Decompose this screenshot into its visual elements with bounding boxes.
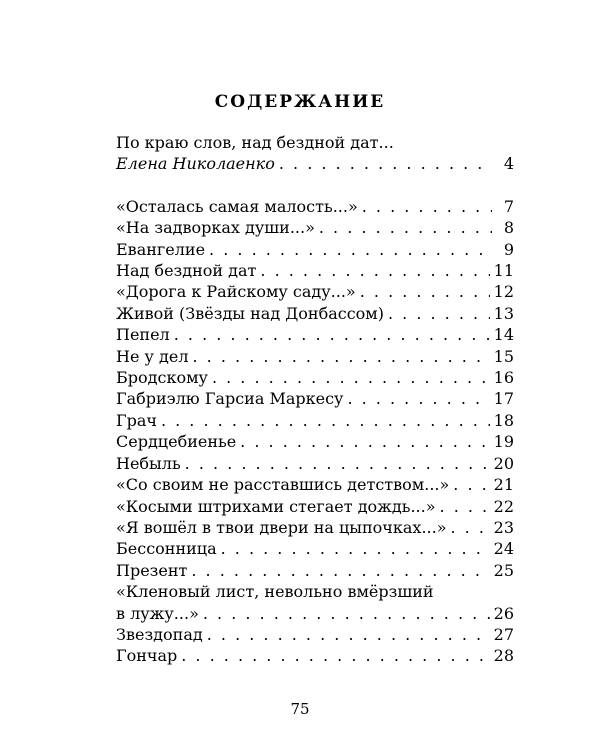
entry-page: 23 xyxy=(493,517,514,537)
entry-page: 11 xyxy=(493,261,514,281)
page-number: 75 xyxy=(290,700,310,718)
dot-leader xyxy=(360,281,490,302)
spacer xyxy=(116,175,514,196)
toc-entry xyxy=(116,303,514,324)
entry-page: 28 xyxy=(493,646,514,666)
entry-page: 13 xyxy=(493,303,514,323)
multiline-entry-line1: «Кленовый лист, невольно вмёрзший xyxy=(116,582,434,602)
entry-title: Над бездной дат xyxy=(116,261,257,281)
entry-title: «На задворках души...» xyxy=(116,218,315,238)
entry-title: Гончар xyxy=(116,646,178,666)
toc-entry xyxy=(116,196,514,217)
toc-entry xyxy=(116,496,514,517)
dot-leader xyxy=(319,217,492,238)
table-of-contents xyxy=(116,132,514,667)
entry-title: Бродскому xyxy=(116,368,208,388)
dot-leader xyxy=(203,603,490,624)
entry-page: 19 xyxy=(493,432,514,452)
toc-entry xyxy=(116,260,514,281)
entry-page: 9 xyxy=(503,239,514,259)
toc-entry xyxy=(116,217,514,238)
entry-page: 14 xyxy=(493,325,514,345)
toc-entry xyxy=(116,538,514,559)
preface-author: Елена Николаенко xyxy=(116,154,275,174)
entry-page: 15 xyxy=(493,346,514,366)
toc-entry xyxy=(116,624,514,645)
dot-leader xyxy=(440,496,490,517)
entry-page: 18 xyxy=(493,410,514,430)
dot-leader xyxy=(221,538,490,559)
entry-page: 26 xyxy=(493,603,514,623)
dot-leader xyxy=(362,196,492,217)
dot-leader xyxy=(450,517,489,538)
entry-title: Грач xyxy=(116,410,157,430)
dot-leader xyxy=(181,645,489,666)
dot-leader xyxy=(174,324,490,345)
entry-title: Презент xyxy=(116,560,188,580)
entry-page: 20 xyxy=(493,453,514,473)
entry-page: 12 xyxy=(493,282,514,302)
dot-leader xyxy=(388,303,490,324)
multiline-entry xyxy=(116,603,514,624)
preface-entry xyxy=(116,153,514,174)
dot-leader xyxy=(209,239,492,260)
entry-title: Сердцебиенье xyxy=(116,432,237,452)
entries-list-after xyxy=(116,624,514,667)
entry-page: 21 xyxy=(493,475,514,495)
entry-page: 4 xyxy=(503,154,514,174)
entry-title: «Косыми штрихами стегает дождь...» xyxy=(116,496,436,516)
toc-entry xyxy=(116,517,514,538)
entry-page: 27 xyxy=(493,624,514,644)
preface-title: По краю слов, над бездной дат... xyxy=(116,133,394,152)
entry-page: 7 xyxy=(503,196,514,216)
entry-title: «Осталась самая малость...» xyxy=(116,196,358,216)
toc-entry xyxy=(116,431,514,452)
toc-entry xyxy=(116,410,514,431)
entry-title: «Дорога к Райскому саду...» xyxy=(116,282,356,302)
multiline-entry-line2: в лужу...» xyxy=(116,603,199,623)
entry-title: Бессонница xyxy=(116,539,217,559)
entry-title: Евангелие xyxy=(116,239,206,259)
dot-leader xyxy=(161,410,490,431)
toc-entry xyxy=(116,645,514,666)
dot-leader xyxy=(240,431,489,452)
page-title: СОДЕРЖАНИЕ xyxy=(214,92,386,112)
toc-entry xyxy=(116,453,514,474)
entries-list xyxy=(116,196,514,581)
dot-leader xyxy=(191,560,489,581)
dot-leader xyxy=(212,367,490,388)
toc-entry xyxy=(116,367,514,388)
entry-page: 24 xyxy=(493,539,514,559)
entry-title: Живой (Звёзды над Донбассом) xyxy=(116,303,384,323)
dot-leader xyxy=(185,453,490,474)
toc-entry xyxy=(116,346,514,367)
entry-title: «Я вошёл в твои двери на цыпочках...» xyxy=(116,517,447,537)
entry-title: Пепел xyxy=(116,325,170,345)
toc-entry xyxy=(116,388,514,409)
dot-leader xyxy=(207,624,490,645)
toc-entry xyxy=(116,324,514,345)
entry-title: «Со своим не расставшись детством...» xyxy=(116,475,450,495)
toc-entry xyxy=(116,474,514,495)
dot-leader xyxy=(193,346,490,367)
toc-entry xyxy=(116,560,514,581)
entry-page: 17 xyxy=(493,389,514,409)
entry-page: 22 xyxy=(493,496,514,516)
toc-entry xyxy=(116,239,514,260)
entry-title: Не у дел xyxy=(116,346,189,366)
dot-leader xyxy=(260,260,489,281)
entry-page: 8 xyxy=(503,218,514,238)
toc-entry xyxy=(116,281,514,302)
entry-title: Небыль xyxy=(116,453,181,473)
entry-page: 25 xyxy=(493,560,514,580)
dot-leader xyxy=(279,153,492,174)
entry-title: Звездопад xyxy=(116,624,203,644)
dot-leader xyxy=(347,388,489,409)
entry-page: 16 xyxy=(493,368,514,388)
dot-leader xyxy=(453,474,489,495)
entry-title: Габриэлю Гарсиа Маркесу xyxy=(116,389,344,409)
